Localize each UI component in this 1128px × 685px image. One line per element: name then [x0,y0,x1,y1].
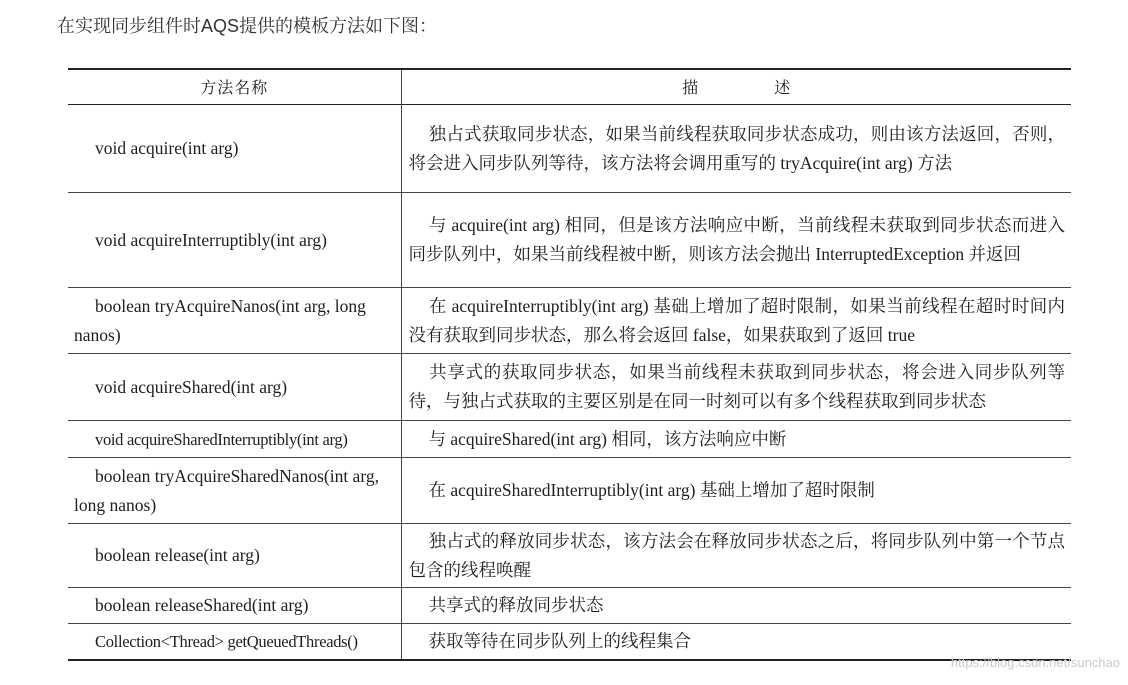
column-header-method-name: 方法名称 [68,69,401,105]
column-header-description: 描 述 [682,77,821,97]
description-cell [401,193,1071,288]
method-cell [68,624,401,660]
method-name: void acquireSharedInterruptibly(int arg) [95,429,348,449]
table-header-row [68,69,1071,105]
method-cell [68,288,401,354]
description-cell [401,105,1071,193]
method-description: 与 acquireShared(int arg) 相同，该方法响应中断 [428,428,787,449]
description-cell [401,354,1071,421]
table-row [68,354,1071,421]
method-description: 共享式的释放同步状态 [428,595,604,615]
table-row [68,193,1071,288]
table-row [68,105,1071,193]
description-cell [401,588,1071,624]
method-cell [68,193,401,288]
method-description: 在 acquireInterruptibly(int arg) 基础上增加了超时限制，如果当前线程在超时时间内没有获取到同步状态，那么将会返回 false，如果获取到了返回 true [408,295,1065,345]
description-cell [401,524,1071,588]
method-cell [68,354,401,421]
method-name: void acquireInterruptibly(int arg) [95,229,327,250]
table-body [68,105,1071,660]
table-row [68,588,1071,624]
method-name: boolean releaseShared(int arg) [95,595,309,615]
method-description: 与 acquire(int arg) 相同，但是该方法响应中断，当前线程未获取到同步状态而进入同步队列中，如果当前线程被中断，则该方法会抛出 InterruptedException 并返回 [408,215,1065,264]
table-row [68,421,1071,458]
method-description: 获取等待在同步队列上的线程集合 [428,630,691,651]
method-name: void acquireShared(int arg) [95,376,288,397]
watermark: https://blog.csdn.net/sunchao [950,655,1120,670]
method-description: 共享式的获取同步状态，如果当前线程未获取到同步状态，将会进入同步队列等待，与独占式获取的主要区别是在同一时刻可以有多个线程获取到同步状态 [408,362,1065,411]
method-name: Collection<Thread> getQueuedThreads() [95,631,358,651]
description-cell [401,421,1071,458]
table-row [68,288,1071,354]
method-name: boolean tryAcquireSharedNanos(int arg, long nanos) [74,465,379,515]
table-row [68,458,1071,524]
table-row [68,524,1071,588]
aqs-method-table-container [68,68,1071,661]
table-row [68,624,1071,660]
aqs-method-table [68,68,1071,661]
method-description: 独占式的释放同步状态，该方法会在释放同步状态之后，将同步队列中第一个节点包含的线程唤醒 [408,530,1065,580]
method-description: 在 acquireSharedInterruptibly(int arg) 基础上增加了超时限制 [428,480,875,500]
method-cell [68,105,401,193]
description-cell [401,458,1071,524]
method-name: void acquire(int arg) [95,138,239,158]
method-name: boolean tryAcquireNanos(int arg, long nanos) [74,295,366,345]
method-cell [68,458,401,524]
method-cell [68,421,401,458]
method-cell [68,588,401,624]
method-description: 独占式获取同步状态，如果当前线程获取同步状态成功，则由该方法返回，否则，将会进入同步队列等待，该方法将会调用重写的 tryAcquire(int arg) 方法 [408,123,1065,173]
method-cell [68,524,401,588]
description-cell [401,288,1071,354]
method-name: boolean release(int arg) [95,545,260,565]
intro-paragraph: 在实现同步组件时AQS提供的模板方法如下图： [57,16,438,36]
table-header [68,69,1071,105]
